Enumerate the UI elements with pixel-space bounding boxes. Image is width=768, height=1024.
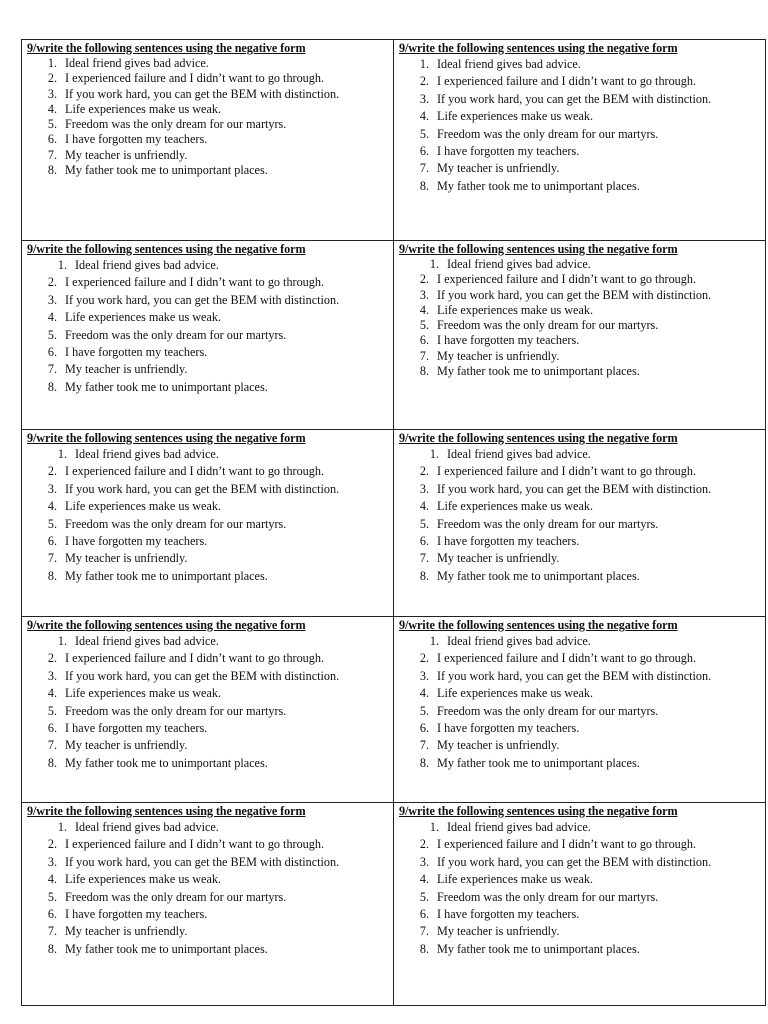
item-number: 5. [419, 318, 429, 333]
list-item [399, 91, 761, 108]
item-text: I experienced failure and I didn’t want to go through. [65, 464, 325, 479]
item-text: My teacher is unfriendly. [437, 348, 560, 363]
list-item [27, 463, 389, 480]
list-item [27, 516, 389, 533]
item-text: Ideal friend gives bad advice. [75, 447, 219, 461]
item-number: 2. [47, 464, 57, 479]
list-item [27, 102, 389, 117]
sentence-list [27, 819, 389, 958]
item-text: Ideal friend gives bad advice. [447, 820, 591, 834]
item-text: My teacher is unfriendly. [437, 924, 560, 939]
item-number: 6. [419, 907, 429, 922]
item-text: Ideal friend gives bad advice. [447, 257, 591, 271]
list-item [27, 498, 389, 515]
sentence-list [399, 633, 761, 772]
item-text: Life experiences make us weak. [65, 310, 221, 325]
item-number: 8. [47, 379, 57, 394]
worksheet-table [21, 39, 766, 1006]
item-number: 8. [47, 163, 57, 178]
item-number: 8. [419, 178, 429, 193]
list-item [399, 481, 761, 498]
item-text: If you work hard, you can get the BEM with distinction. [65, 481, 340, 496]
item-number: 2. [419, 74, 429, 89]
exercise-title: 9/write the following sentences using the negative form [27, 41, 306, 55]
item-number: 6. [419, 721, 429, 736]
item-text: Freedom was the only dream for our martyrs. [437, 126, 659, 141]
item-text: I experienced failure and I didn’t want to go through. [65, 71, 325, 86]
list-item [27, 941, 389, 958]
list-item [399, 720, 761, 737]
item-number: 2. [419, 464, 429, 479]
list-item [27, 274, 389, 291]
exercise-title: 9/write the following sentences using the negative form [27, 804, 306, 818]
item-number: 1. [429, 820, 439, 834]
list-item [27, 309, 389, 326]
item-text: I experienced failure and I didn’t want to go through. [437, 837, 697, 852]
exercise-block [22, 617, 394, 803]
item-number: 4. [419, 872, 429, 887]
item-number: 7. [419, 161, 429, 176]
item-text: My teacher is unfriendly. [65, 924, 188, 939]
item-number: 2. [419, 837, 429, 852]
item-number: 7. [47, 362, 57, 377]
item-number: 7. [419, 348, 429, 363]
item-number: 7. [47, 147, 57, 162]
list-item [399, 533, 761, 550]
item-text: Ideal friend gives bad advice. [75, 634, 219, 648]
item-text: Ideal friend gives bad advice. [65, 56, 209, 70]
list-item [27, 836, 389, 853]
list-item [399, 871, 761, 888]
item-text: I have forgotten my teachers. [437, 333, 580, 348]
exercise-title: 9/write the following sentences using the negative form [399, 804, 678, 818]
item-number: 5. [47, 889, 57, 904]
item-number: 1. [429, 447, 439, 461]
list-item [27, 327, 389, 344]
list-item [399, 349, 761, 364]
list-item [399, 272, 761, 287]
item-number: 1. [429, 257, 439, 271]
item-text: I have forgotten my teachers. [437, 721, 580, 736]
item-text: If you work hard, you can get the BEM with distinction. [65, 668, 340, 683]
list-item [27, 854, 389, 871]
item-text: My father took me to unimportant places. [65, 755, 268, 770]
list-item [399, 737, 761, 754]
exercise-title: 9/write the following sentences using the negative form [399, 618, 678, 632]
exercise-block [22, 803, 394, 1006]
item-number: 8. [47, 568, 57, 583]
item-number: 4. [47, 499, 57, 514]
item-number: 8. [47, 755, 57, 770]
list-item [27, 361, 389, 378]
item-number: 8. [419, 364, 429, 379]
item-number: 2. [47, 837, 57, 852]
item-text: Freedom was the only dream for our martyrs. [65, 117, 287, 132]
item-text: Ideal friend gives bad advice. [437, 57, 581, 71]
exercise-block [394, 430, 766, 617]
item-text: I have forgotten my teachers. [65, 132, 208, 147]
item-text: If you work hard, you can get the BEM with distinction. [437, 287, 712, 302]
list-item [399, 108, 761, 125]
exercise-block [394, 241, 766, 430]
list-item [27, 117, 389, 132]
item-text: My teacher is unfriendly. [65, 362, 188, 377]
item-number: 5. [419, 889, 429, 904]
item-number: 6. [419, 534, 429, 549]
item-text: If you work hard, you can get the BEM with distinction. [437, 854, 712, 869]
exercise-title: 9/write the following sentences using the negative form [27, 431, 306, 445]
list-item [27, 292, 389, 309]
exercise-title: 9/write the following sentences using the negative form [399, 242, 678, 256]
item-number: 6. [47, 534, 57, 549]
item-number: 1. [47, 56, 57, 70]
item-number: 1. [419, 57, 429, 71]
item-number: 5. [419, 516, 429, 531]
item-number: 5. [419, 126, 429, 141]
exercise-block [394, 40, 766, 241]
list-item [399, 923, 761, 940]
item-number: 1. [429, 634, 439, 648]
list-item [27, 568, 389, 585]
item-text: I have forgotten my teachers. [65, 534, 208, 549]
item-number: 5. [47, 117, 57, 132]
exercise-block [394, 803, 766, 1006]
item-text: Life experiences make us weak. [65, 101, 221, 116]
sentence-list [399, 819, 761, 958]
item-text: I have forgotten my teachers. [65, 907, 208, 922]
sentence-list [27, 446, 389, 585]
item-text: I have forgotten my teachers. [65, 721, 208, 736]
list-item [399, 854, 761, 871]
item-text: I experienced failure and I didn’t want to go through. [65, 837, 325, 852]
item-number: 8. [419, 568, 429, 583]
item-text: Life experiences make us weak. [437, 872, 593, 887]
item-number: 2. [47, 275, 57, 290]
item-number: 7. [47, 924, 57, 939]
list-item [399, 836, 761, 853]
item-number: 2. [47, 651, 57, 666]
list-item [399, 755, 761, 772]
exercise-block [22, 40, 394, 241]
item-text: If you work hard, you can get the BEM with distinction. [65, 86, 340, 101]
item-text: I experienced failure and I didn’t want to go through. [437, 272, 697, 287]
item-number: 3. [419, 91, 429, 106]
list-item [27, 720, 389, 737]
item-number: 4. [419, 499, 429, 514]
list-item [27, 71, 389, 86]
list-item [399, 498, 761, 515]
item-text: My teacher is unfriendly. [65, 147, 188, 162]
list-item [27, 889, 389, 906]
item-number: 6. [47, 132, 57, 147]
list-item [27, 550, 389, 567]
item-text: If you work hard, you can get the BEM with distinction. [65, 292, 340, 307]
list-item [399, 143, 761, 160]
list-item [27, 344, 389, 361]
item-text: I experienced failure and I didn’t want to go through. [437, 74, 697, 89]
list-item [27, 650, 389, 667]
item-number: 4. [419, 109, 429, 124]
list-item [399, 178, 761, 195]
list-item [399, 819, 761, 836]
list-item [399, 257, 761, 272]
item-number: 3. [47, 481, 57, 496]
list-item [27, 871, 389, 888]
list-item [27, 132, 389, 147]
item-number: 4. [47, 872, 57, 887]
item-number: 1. [57, 634, 67, 648]
item-text: Ideal friend gives bad advice. [447, 634, 591, 648]
list-item [399, 318, 761, 333]
exercise-title: 9/write the following sentences using the negative form [399, 431, 678, 445]
item-text: Freedom was the only dream for our martyrs. [65, 327, 287, 342]
list-item [399, 73, 761, 90]
item-number: 3. [47, 668, 57, 683]
item-text: Ideal friend gives bad advice. [75, 258, 219, 272]
item-number: 3. [47, 86, 57, 101]
item-text: Freedom was the only dream for our martyrs. [65, 703, 287, 718]
item-number: 6. [419, 333, 429, 348]
item-number: 4. [47, 310, 57, 325]
item-text: I have forgotten my teachers. [437, 907, 580, 922]
sentence-list [27, 56, 389, 178]
list-item [399, 703, 761, 720]
sentence-list [399, 446, 761, 585]
list-item [27, 755, 389, 772]
item-number: 2. [47, 71, 57, 86]
item-text: I have forgotten my teachers. [437, 144, 580, 159]
item-number: 1. [57, 447, 67, 461]
list-item [399, 333, 761, 348]
list-item [399, 364, 761, 379]
item-number: 8. [419, 755, 429, 770]
list-item [399, 568, 761, 585]
list-item [27, 703, 389, 720]
list-item [27, 148, 389, 163]
list-item [399, 633, 761, 650]
item-number: 4. [419, 302, 429, 317]
list-item [399, 941, 761, 958]
list-item [399, 288, 761, 303]
item-number: 6. [419, 144, 429, 159]
list-item [399, 685, 761, 702]
item-text: I experienced failure and I didn’t want to go through. [437, 464, 697, 479]
list-item [27, 87, 389, 102]
list-item [27, 923, 389, 940]
list-item [399, 446, 761, 463]
item-text: I have forgotten my teachers. [437, 534, 580, 549]
item-text: Freedom was the only dream for our martyrs. [437, 516, 659, 531]
item-number: 3. [419, 287, 429, 302]
item-text: My teacher is unfriendly. [65, 551, 188, 566]
exercise-block [394, 617, 766, 803]
list-item [27, 685, 389, 702]
item-text: If you work hard, you can get the BEM with distinction. [65, 854, 340, 869]
item-text: Life experiences make us weak. [65, 872, 221, 887]
list-item [27, 257, 389, 274]
item-number: 6. [47, 345, 57, 360]
list-item [399, 303, 761, 318]
item-number: 8. [47, 941, 57, 956]
item-text: I experienced failure and I didn’t want to go through. [437, 651, 697, 666]
item-text: If you work hard, you can get the BEM with distinction. [437, 91, 712, 106]
item-number: 4. [47, 101, 57, 116]
list-item [399, 889, 761, 906]
item-number: 8. [419, 941, 429, 956]
item-text: Freedom was the only dream for our martyrs. [65, 516, 287, 531]
item-number: 3. [47, 854, 57, 869]
item-text: My father took me to unimportant places. [65, 941, 268, 956]
item-number: 7. [47, 738, 57, 753]
item-number: 6. [47, 721, 57, 736]
item-text: Freedom was the only dream for our martyrs. [65, 889, 287, 904]
item-number: 6. [47, 907, 57, 922]
item-number: 3. [47, 292, 57, 307]
item-text: Ideal friend gives bad advice. [447, 447, 591, 461]
item-text: I experienced failure and I didn’t want to go through. [65, 651, 325, 666]
item-text: Freedom was the only dream for our martyrs. [437, 703, 659, 718]
list-item [27, 668, 389, 685]
list-item [399, 550, 761, 567]
item-number: 4. [47, 686, 57, 701]
list-item [27, 481, 389, 498]
item-text: Life experiences make us weak. [65, 686, 221, 701]
item-number: 7. [419, 738, 429, 753]
item-text: My teacher is unfriendly. [437, 738, 560, 753]
list-item [27, 819, 389, 836]
sentence-list [27, 633, 389, 772]
exercise-title: 9/write the following sentences using the negative form [27, 242, 306, 256]
list-item [399, 160, 761, 177]
list-item [399, 516, 761, 533]
list-item [399, 126, 761, 143]
item-text: Freedom was the only dream for our martyrs. [437, 318, 659, 333]
sentence-list [27, 257, 389, 396]
item-number: 3. [419, 854, 429, 869]
list-item [27, 56, 389, 71]
list-item [27, 446, 389, 463]
item-text: My father took me to unimportant places. [437, 568, 640, 583]
item-number: 4. [419, 686, 429, 701]
item-text: I experienced failure and I didn’t want to go through. [65, 275, 325, 290]
item-text: I have forgotten my teachers. [65, 345, 208, 360]
item-text: Life experiences make us weak. [437, 686, 593, 701]
item-text: Freedom was the only dream for our martyrs. [437, 889, 659, 904]
list-item [399, 650, 761, 667]
item-number: 7. [419, 551, 429, 566]
item-text: My teacher is unfriendly. [437, 161, 560, 176]
item-number: 5. [419, 703, 429, 718]
list-item [27, 633, 389, 650]
list-item [399, 906, 761, 923]
sentence-list [399, 56, 761, 195]
list-item [27, 533, 389, 550]
item-text: My father took me to unimportant places. [65, 568, 268, 583]
item-number: 7. [419, 924, 429, 939]
item-text: Ideal friend gives bad advice. [75, 820, 219, 834]
list-item [27, 737, 389, 754]
item-number: 5. [47, 703, 57, 718]
exercise-title: 9/write the following sentences using the negative form [27, 618, 306, 632]
exercise-block [22, 430, 394, 617]
list-item [27, 906, 389, 923]
item-text: My teacher is unfriendly. [437, 551, 560, 566]
item-text: My father took me to unimportant places. [437, 178, 640, 193]
item-text: My father took me to unimportant places. [437, 364, 640, 379]
item-text: Life experiences make us weak. [437, 302, 593, 317]
item-text: If you work hard, you can get the BEM with distinction. [437, 481, 712, 496]
item-text: My teacher is unfriendly. [65, 738, 188, 753]
exercise-title: 9/write the following sentences using the negative form [399, 41, 678, 55]
item-text: My father took me to unimportant places. [437, 755, 640, 770]
item-text: My father took me to unimportant places. [65, 163, 268, 178]
item-text: My father took me to unimportant places. [437, 941, 640, 956]
item-number: 7. [47, 551, 57, 566]
item-text: Life experiences make us weak. [437, 499, 593, 514]
item-number: 1. [57, 258, 67, 272]
sentence-list [399, 257, 761, 379]
item-number: 2. [419, 272, 429, 287]
list-item [399, 668, 761, 685]
item-number: 5. [47, 516, 57, 531]
item-number: 1. [57, 820, 67, 834]
item-number: 5. [47, 327, 57, 342]
list-item [27, 163, 389, 178]
item-text: Life experiences make us weak. [65, 499, 221, 514]
exercise-block [22, 241, 394, 430]
item-number: 3. [419, 481, 429, 496]
item-text: If you work hard, you can get the BEM with distinction. [437, 668, 712, 683]
item-number: 3. [419, 668, 429, 683]
item-text: Life experiences make us weak. [437, 109, 593, 124]
list-item [27, 379, 389, 396]
list-item [399, 463, 761, 480]
item-text: My father took me to unimportant places. [65, 379, 268, 394]
list-item [399, 56, 761, 73]
item-number: 2. [419, 651, 429, 666]
